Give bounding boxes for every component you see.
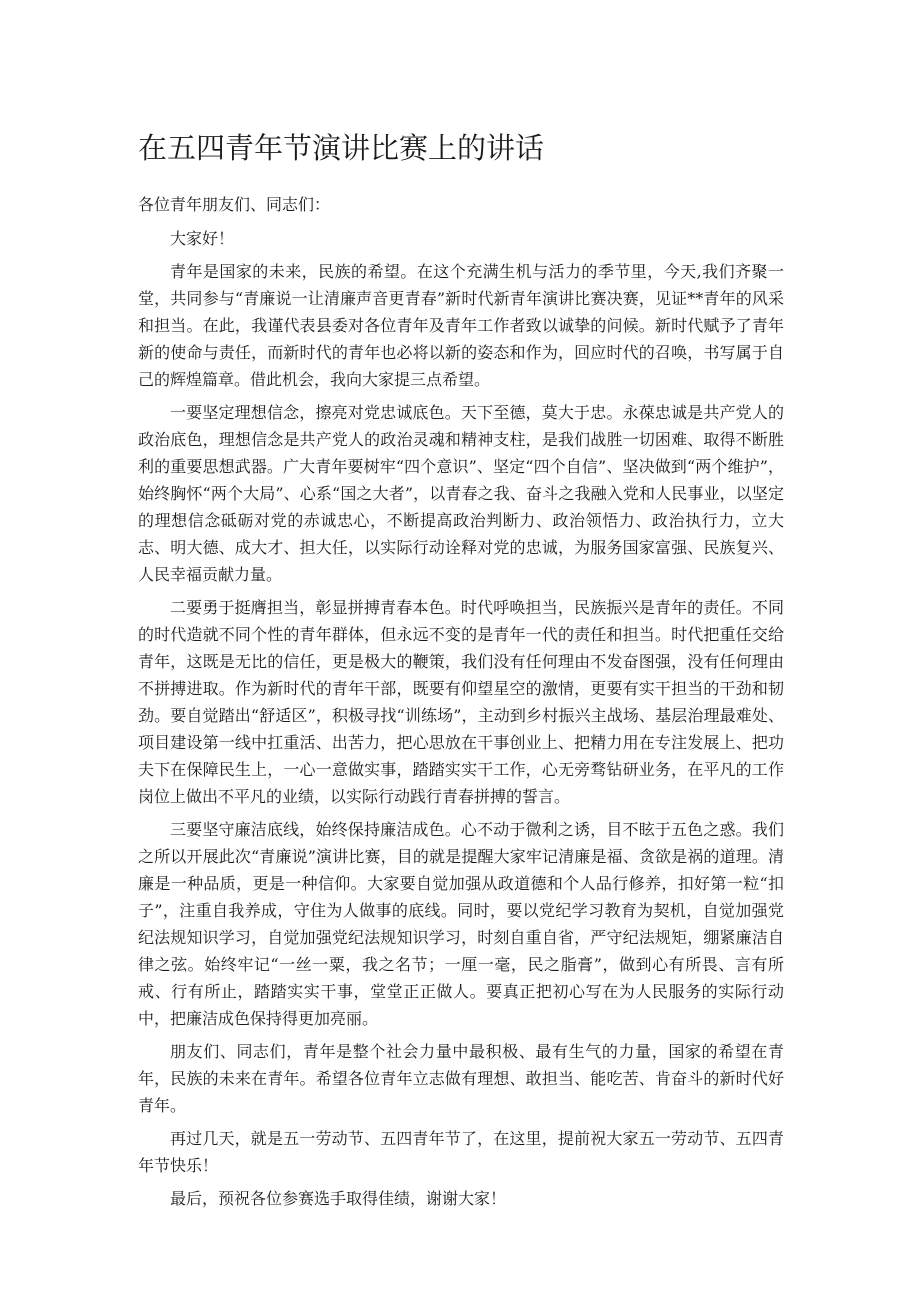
- paragraph-intro: 青年是国家的未来，民族的希望。在这个充满生机与活力的季节里，今天,我们齐聚一堂，共同参与“青廉说一让清廉声音更青春”新时代新青年演讲比赛决赛，见证**青年的风采和担当。在此，我谨代表县委对各位青年及青年工作者致以诚挚的问候。新时代赋予了青年新的使命与责任，而新时代的青年也必将以新的姿态和作为，回应时代的召唤，书写属于自己的辉煌篇章。借此机会，我向大家提三点希望。: [138, 262, 784, 389]
- greeting: 大家好！: [170, 229, 235, 248]
- document-title: 在五四青年节演讲比赛上的讲话: [138, 131, 545, 165]
- paragraph-point-one: 一要坚定理想信念，擦亮对党忠诚底色。天下至德，莫大于忠。永葆忠诚是共产党人的政治底色，理想信念是共产党人的政治灵魂和精神支柱，是我们战胜一切困难、取得不断胜利的重要思想武器。广大青年要树牢“四个意识”、坚定“四个自信”、坚决做到“两个维护”，始终胸怀“两个大局”、心系“国之大者”，以青春之我、奋斗之我融入党和人民事业，以坚定的理想信念砥砺对党的赤诚忠心，不断提高政治判断力、政治领悟力、政治执行力，立大志、明大德、成大才、担大任，以实际行动诠释对党的忠诚，为服务国家富强、民族复兴、人民幸福贡献力量。: [138, 403, 784, 584]
- salutation: 各位青年朋友们、同志们：: [138, 195, 331, 214]
- paragraph-holiday-wishes: 再过几天，就是五一劳动节、五四青年节了，在这里，提前祝大家五一劳动节、五四青年节快乐！: [138, 1129, 784, 1175]
- paragraph-closing: 最后，预祝各位参赛选手取得佳绩，谢谢大家！: [170, 1189, 507, 1208]
- paragraph-point-three: 三要坚守廉洁底线，始终保持廉洁成色。心不动于微利之诱，目不眩于五色之惑。我们之所以开展此次“青廉说”演讲比赛，目的就是提醒大家牢记清廉是福、贪欲是祸的道理。清廉是一种品质，更是一种信仰。大家要自觉加强从政道德和个人品行修养，扣好第一粒“扣子”，注重自我养成，守住为人做事的底线。同时，要以党纪学习教育为契机，自觉加强党纪法规知识学习，自觉加强党纪法规知识学习，时刻自重自省，严守纪法规矩，绷紧廉洁自律之弦。始终牢记“一丝一粟，我之名节；一厘一毫，民之脂膏”，做到心有所畏、言有所戒、行有所止，踏踏实实干事，堂堂正正做人。要真正把初心写在为人民服务的实际行动中，把廉洁成色保持得更加亮丽。: [138, 820, 784, 1028]
- document-page: [138, 128, 784, 1218]
- paragraph-point-two: 二要勇于挺膺担当，彰显拼搏青春本色。时代呼唤担当，民族振兴是青年的责任。不同的时代造就不同个性的青年群体，但永远不变的是青年一代的责任和担当。时代把重任交给青年，这既是无比的信任，更是极大的鞭策，我们没有任何理由不发奋图强，没有任何理由不拼搏进取。作为新时代的青年干部，既要有仰望星空的激情，更要有实干担当的干劲和韧劲。要自觉踏出“舒适区”，积极寻找“训练场”，主动到乡村振兴主战场、基层治理最难处、项目建设第一线中扛重活、出苦力，把心思放在干事创业上、把精力用在专注发展上、把功夫下在保障民生上，一心一意做实事，踏踏实实干工作，心无旁骛钻研业务，在平凡的工作岗位上做出不平凡的业绩，以实际行动践行青春拼搏的誓言。: [138, 598, 784, 806]
- paragraph-conclusion: 朋友们、同志们，青年是整个社会力量中最积极、最有生气的力量，国家的希望在青年，民族的未来在青年。希望各位青年立志做有理想、敢担当、能吃苦、肯奋斗的新时代好青年。: [138, 1042, 784, 1115]
